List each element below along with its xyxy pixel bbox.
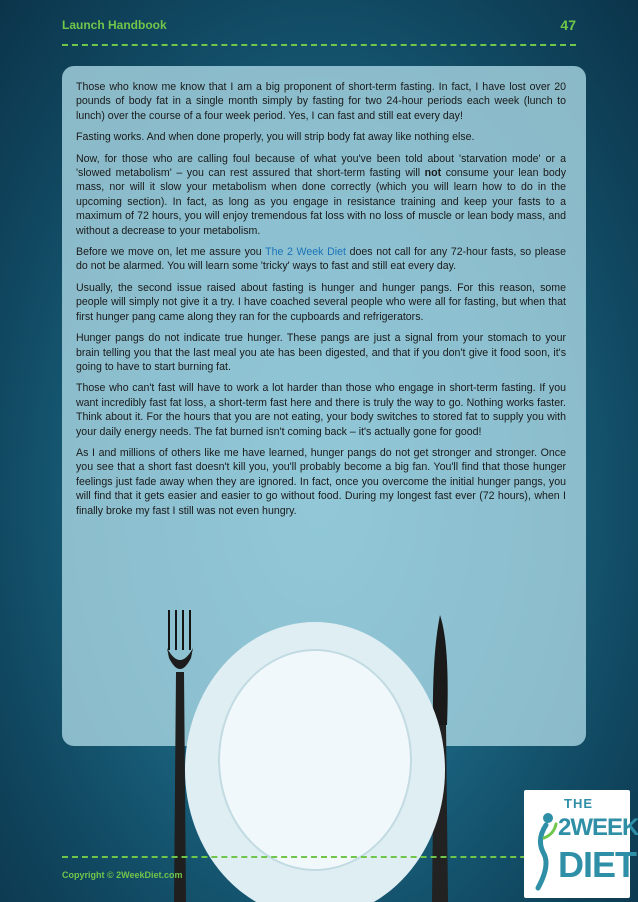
header-divider bbox=[62, 44, 576, 46]
paragraph: As I and millions of others like me have learned, hunger pangs do not get stronger and stronger. Once you see that a short fast doesn't kill you, you'll probably become a big fan. You'll find that those hunger feelings just fade away when they are ignored. In fact, once you overcome the initial hunger pangs, you will find that it gets easier and easier to go without food. During my longest fast ever (72 hours), when I finally broke my fast I still was not even hungry. bbox=[76, 446, 566, 517]
brand-link[interactable]: The 2 Week Diet bbox=[265, 246, 346, 259]
paragraph bbox=[76, 245, 566, 274]
paragraph: Those who can't fast will have to work a lot harder than those who engage in short-term fasting. If you want incredibly fast fat loss, a short-term fast here and there is truly the way to go. Nothing works faster. Think about it. For the hours that you are not eating, your body switches to stored fat to supply you with your daily energy needs. The fat burned isn't coming back – it's actually gone for good! bbox=[76, 382, 566, 438]
paragraph bbox=[76, 152, 566, 238]
text-run: Before we move on, let me assure you bbox=[76, 246, 266, 259]
page-number: 47 bbox=[560, 17, 576, 33]
logo-line-2: 2WEEK bbox=[558, 814, 638, 841]
bold-text: not bbox=[424, 167, 442, 180]
paragraph: Hunger pangs do not indicate true hunger. These pangs are just a signal from your stomach to your brain telling you that the last meal you ate has been digested, and that if you don't give it food soon, it's going to have to start burning fat. bbox=[76, 332, 566, 373]
footer-divider bbox=[62, 856, 576, 858]
paragraph: Fasting works. And when done properly, you will strip body fat away like nothing else. bbox=[76, 131, 475, 144]
page-header bbox=[62, 14, 576, 38]
text-run: Now, for those who are calling foul because of what you've been told about 'starvation mode' or a 'slowed metabolism' – you can rest assured that short-term fasting will bbox=[76, 152, 566, 180]
logo-line-3: DIET bbox=[558, 844, 637, 885]
paragraph: Usually, the second issue raised about fasting is hunger and hunger pangs. For this reason, some people will simply not give it a try. I have coached several people who were all for fasting, but when that first hunger pang came along they ran for the cupboards and refrigerators. bbox=[76, 281, 566, 323]
logo-figure-icon bbox=[530, 810, 558, 892]
text-run: consume your lean body mass, nor will it slow your metabolism when done correctly (which you will learn how to do in the upcoming section). In fact, as long as you engage in resistance training and keep your fasts to a maximum of 72 hours, you will enjoy tremendous fat loss with no loss of muscle or lean body mass, and without a decrease to your metabolism. bbox=[76, 167, 566, 237]
header-title: Launch Handbook bbox=[62, 18, 167, 32]
text-run: does not call for any 72-hour fasts, so please do not be alarmed. You will learn some 'tricky' ways to fast and still eat every day. bbox=[76, 246, 567, 273]
paragraph: Those who know me know that I am a big proponent of short-term fasting. In fact, I have lost over 20 pounds of body fat in a single month simply by fasting for two 24-hour periods each week (lunch to lunch) over the course of a four week period. Yes, I can fast and still eat every day! bbox=[76, 81, 566, 122]
logo-line-1: THE bbox=[564, 796, 593, 811]
footer-copyright: Copyright © 2WeekDiet.com bbox=[62, 870, 183, 880]
brand-logo bbox=[524, 790, 638, 898]
body-text bbox=[76, 80, 566, 525]
